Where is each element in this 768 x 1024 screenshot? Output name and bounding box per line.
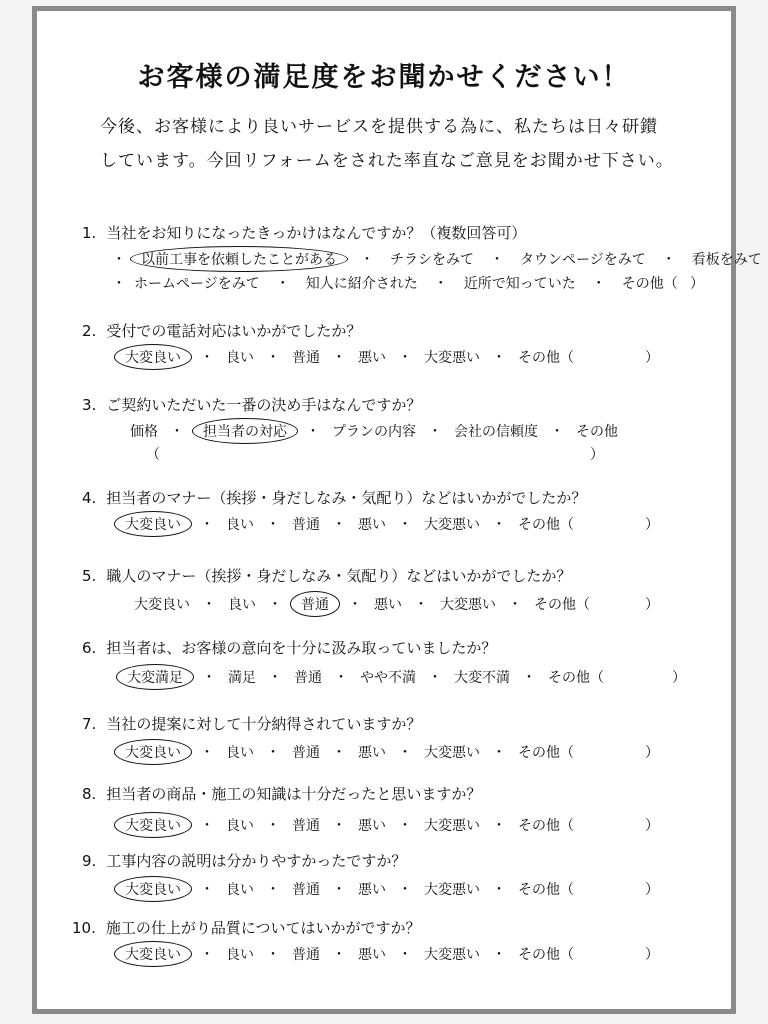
question-10 — [72, 917, 421, 938]
option-separator: ・ — [266, 350, 280, 366]
question-text: 担当者は、お客様の意向を十分に汲み取っていましたか？ — [106, 639, 497, 657]
answer-option[interactable]: 大変悪い — [424, 745, 480, 761]
answer-row — [118, 879, 574, 899]
question-number: 4. — [82, 489, 97, 507]
question-text: 担当者のマナー（挨拶・身だしなみ・気配り）などはいかがでしたか？ — [106, 489, 587, 507]
answer-option[interactable]: 大変悪い — [424, 350, 480, 366]
answer-option[interactable]: 悪い — [358, 350, 386, 366]
answer-row — [120, 667, 604, 687]
option-separator: ・ — [398, 947, 412, 963]
answer-option[interactable]: その他（ — [548, 670, 604, 686]
other-close-paren: ） — [645, 517, 659, 533]
question-6 — [82, 637, 496, 658]
answer-row — [146, 444, 160, 464]
option-separator: ・ — [266, 517, 280, 533]
option-separator: ・ — [266, 947, 280, 963]
answer-option[interactable]: タウンページをみて — [520, 252, 646, 268]
option-separator: ・ — [202, 597, 216, 613]
answer-option[interactable]: 会社の信頼度 — [454, 424, 538, 440]
option-separator: ・ — [266, 745, 280, 761]
option-separator: ・ — [492, 947, 506, 963]
answer-option[interactable]: 普通 — [292, 350, 320, 366]
option-separator: ・ — [508, 597, 522, 613]
option-separator: ・ — [550, 424, 564, 440]
answer-row — [118, 944, 574, 964]
option-separator: ・ — [200, 818, 214, 834]
other-close-paren: ） — [645, 882, 659, 898]
answer-option[interactable]: 大変悪い — [424, 947, 480, 963]
other-close-paren: ） — [645, 597, 659, 613]
question-text: ご契約いただいた一番の決め手はなんですか？ — [106, 396, 422, 414]
option-separator: ・ — [268, 597, 282, 613]
answer-option[interactable]: 悪い — [358, 818, 386, 834]
answer-option[interactable]: やや不満 — [360, 670, 416, 686]
question-3 — [82, 394, 421, 415]
answer-option[interactable]: 良い — [226, 818, 254, 834]
answer-option[interactable]: 近所で知っていた — [463, 276, 576, 292]
question-8 — [82, 783, 481, 804]
answer-option[interactable]: 普通 — [292, 745, 320, 761]
answer-row — [118, 815, 574, 835]
option-separator: ・ — [398, 350, 412, 366]
question-text: 職人のマナー（挨拶・身だしなみ・気配り）などはいかがでしたか？ — [106, 567, 572, 585]
intro-line-2: しています。今回リフォームをされた率直なご意見をお聞かせ下さい。 — [100, 151, 674, 171]
answer-option[interactable]: その他（ — [534, 597, 590, 613]
answer-row — [118, 514, 574, 534]
option-separator: ・ — [591, 276, 606, 292]
question-number: 10. — [72, 919, 96, 937]
question-text: 当社をお知りになったきっかけはなんですか？（複数回答可） — [106, 224, 527, 242]
question-1 — [82, 222, 526, 243]
answer-option[interactable]: その他（ — [518, 818, 574, 834]
answer-row — [130, 421, 618, 441]
answer-option[interactable]: 価格 — [130, 424, 158, 440]
option-separator: ・ — [200, 350, 214, 366]
option-separator: ・ — [202, 670, 216, 686]
question-number: 6. — [82, 639, 97, 657]
answer-option[interactable]: 大変不満 — [454, 670, 510, 686]
option-separator: ・ — [360, 252, 374, 268]
intro-line-1: 今後、お客様により良いサービスを提供する為に、私たちは日々研鑚 — [100, 117, 658, 137]
option-separator: ・ — [433, 276, 448, 292]
answer-option[interactable]: 大変悪い — [440, 597, 496, 613]
answer-option[interactable]: 普通 — [292, 818, 320, 834]
other-close-paren: ） — [672, 670, 686, 686]
answer-option[interactable]: 普通 — [292, 517, 320, 533]
answer-option[interactable]: 悪い — [358, 947, 386, 963]
option-separator: ・ — [170, 424, 184, 440]
answer-option[interactable]: 悪い — [374, 597, 402, 613]
answer-option[interactable]: 普通 — [292, 947, 320, 963]
question-number: 9. — [82, 852, 97, 870]
option-separator: ・ — [200, 947, 214, 963]
question-number: 8. — [82, 785, 97, 803]
answer-row — [118, 742, 574, 762]
question-2 — [82, 320, 361, 341]
answer-option[interactable]: 悪い — [358, 517, 386, 533]
option-separator: ・ — [492, 350, 506, 366]
answer-row — [134, 594, 590, 614]
question-5 — [82, 565, 571, 586]
option-separator: ・ — [268, 670, 282, 686]
answer-option-selected[interactable]: 大変良い — [114, 812, 192, 838]
other-close-paren: ） — [590, 447, 604, 463]
answer-option[interactable]: 良い — [226, 882, 254, 898]
answer-option-selected[interactable]: 大変良い — [114, 941, 192, 967]
answer-option[interactable]: プランの内容 — [332, 424, 416, 440]
other-close-paren: ） — [645, 818, 659, 834]
answer-option[interactable]: 悪い — [358, 882, 386, 898]
answer-row — [112, 273, 678, 293]
option-separator: ・ — [332, 947, 346, 963]
option-separator: ・ — [348, 597, 362, 613]
answer-option[interactable]: 良い — [226, 947, 254, 963]
answer-option[interactable]: 看板をみて — [691, 252, 762, 268]
answer-option[interactable]: 良い — [226, 350, 254, 366]
answer-option-selected[interactable]: 大変良い — [114, 511, 192, 537]
answer-option[interactable]: 普通 — [292, 882, 320, 898]
option-separator: ・ — [398, 818, 412, 834]
option-separator: ・ — [275, 276, 290, 292]
option-separator: ・ — [306, 424, 320, 440]
question-number: 2. — [82, 322, 97, 340]
answer-option[interactable]: 知人に紹介された — [305, 276, 418, 292]
question-9 — [82, 850, 406, 871]
answer-option[interactable]: 大変良い — [134, 597, 190, 613]
question-text: 施工の仕上がり品質についてはいかがですか？ — [105, 919, 421, 937]
answer-option[interactable]: その他（ — [518, 517, 574, 533]
option-separator: ・ — [428, 670, 442, 686]
answer-option[interactable]: その他（ — [518, 882, 574, 898]
answer-option-selected[interactable]: 大変良い — [114, 344, 192, 370]
other-close-paren: ） — [645, 350, 659, 366]
answer-option[interactable]: 大変悪い — [424, 517, 480, 533]
answer-option[interactable]: 悪い — [358, 745, 386, 761]
answer-option-selected[interactable]: 大変良い — [114, 876, 192, 902]
question-text: 受付での電話対応はいかがでしたか？ — [106, 322, 362, 340]
answer-option-selected[interactable]: 普通 — [290, 591, 340, 617]
question-number: 3. — [82, 396, 97, 414]
answer-option[interactable]: その他 — [576, 424, 618, 440]
option-separator: ・ — [428, 424, 442, 440]
option-separator: ・ — [492, 818, 506, 834]
question-number: 5. — [82, 567, 97, 585]
option-separator: ・ — [266, 818, 280, 834]
answer-option[interactable]: 大変悪い — [424, 818, 480, 834]
answer-option[interactable]: （ — [146, 447, 160, 463]
option-separator: ・ — [492, 517, 506, 533]
option-separator: ・ — [266, 882, 280, 898]
option-separator: ・ — [332, 517, 346, 533]
answer-option[interactable]: チラシをみて — [390, 252, 474, 268]
option-separator: ・ — [332, 818, 346, 834]
answer-option[interactable]: 大変悪い — [424, 882, 480, 898]
page-title: お客様の満足度をお聞かせください！ — [137, 62, 631, 93]
option-separator: ・ — [492, 882, 506, 898]
question-text: 担当者の商品・施工の知識は十分だったと思いますか？ — [106, 785, 482, 803]
answer-option-selected[interactable]: 大変良い — [114, 739, 192, 765]
option-separator: ・ — [522, 670, 536, 686]
answer-option[interactable]: ホームページをみて — [134, 276, 260, 292]
option-separator: ・ — [200, 517, 214, 533]
question-text: 当社の提案に対して十分納得されていますか？ — [106, 715, 422, 733]
option-separator: ・ — [414, 597, 428, 613]
other-close-paren: ） — [645, 947, 659, 963]
answer-option[interactable]: その他（ — [621, 276, 678, 292]
option-separator: ・ — [661, 252, 676, 268]
answer-option[interactable]: 普通 — [294, 670, 322, 686]
option-separator: ・ — [398, 517, 412, 533]
question-text: 工事内容の説明は分かりやすかったですか？ — [106, 852, 407, 870]
answer-option-selected[interactable]: 大変満足 — [116, 664, 194, 690]
option-separator: ・ — [398, 882, 412, 898]
question-7 — [82, 713, 421, 734]
option-separator: ・ — [112, 276, 126, 292]
answer-option[interactable]: 良い — [228, 597, 256, 613]
answer-option[interactable]: 良い — [226, 517, 254, 533]
answer-row — [112, 249, 762, 269]
option-separator: ・ — [492, 745, 506, 761]
option-separator: ・ — [112, 252, 126, 268]
question-4 — [82, 487, 586, 508]
answer-option[interactable]: その他（ — [518, 745, 574, 761]
option-separator: ・ — [332, 882, 346, 898]
option-separator: ・ — [398, 745, 412, 761]
answer-option[interactable]: 満足 — [228, 670, 256, 686]
answer-option-selected[interactable]: 担当者の対応 — [192, 418, 298, 444]
option-separator: ・ — [334, 670, 348, 686]
question-number: 1. — [82, 224, 97, 242]
answer-option-selected[interactable]: 以前工事を依頼したことがある — [130, 246, 348, 272]
option-separator: ・ — [200, 882, 214, 898]
answer-option[interactable]: その他（ — [518, 350, 574, 366]
answer-option[interactable]: 良い — [226, 745, 254, 761]
option-separator: ・ — [332, 350, 346, 366]
answer-row — [118, 347, 574, 367]
option-separator: ・ — [490, 252, 504, 268]
option-separator: ・ — [332, 745, 346, 761]
other-close-paren: ） — [690, 276, 704, 292]
question-number: 7. — [82, 715, 97, 733]
answer-option[interactable]: その他（ — [518, 947, 574, 963]
option-separator: ・ — [200, 745, 214, 761]
other-close-paren: ） — [645, 745, 659, 761]
